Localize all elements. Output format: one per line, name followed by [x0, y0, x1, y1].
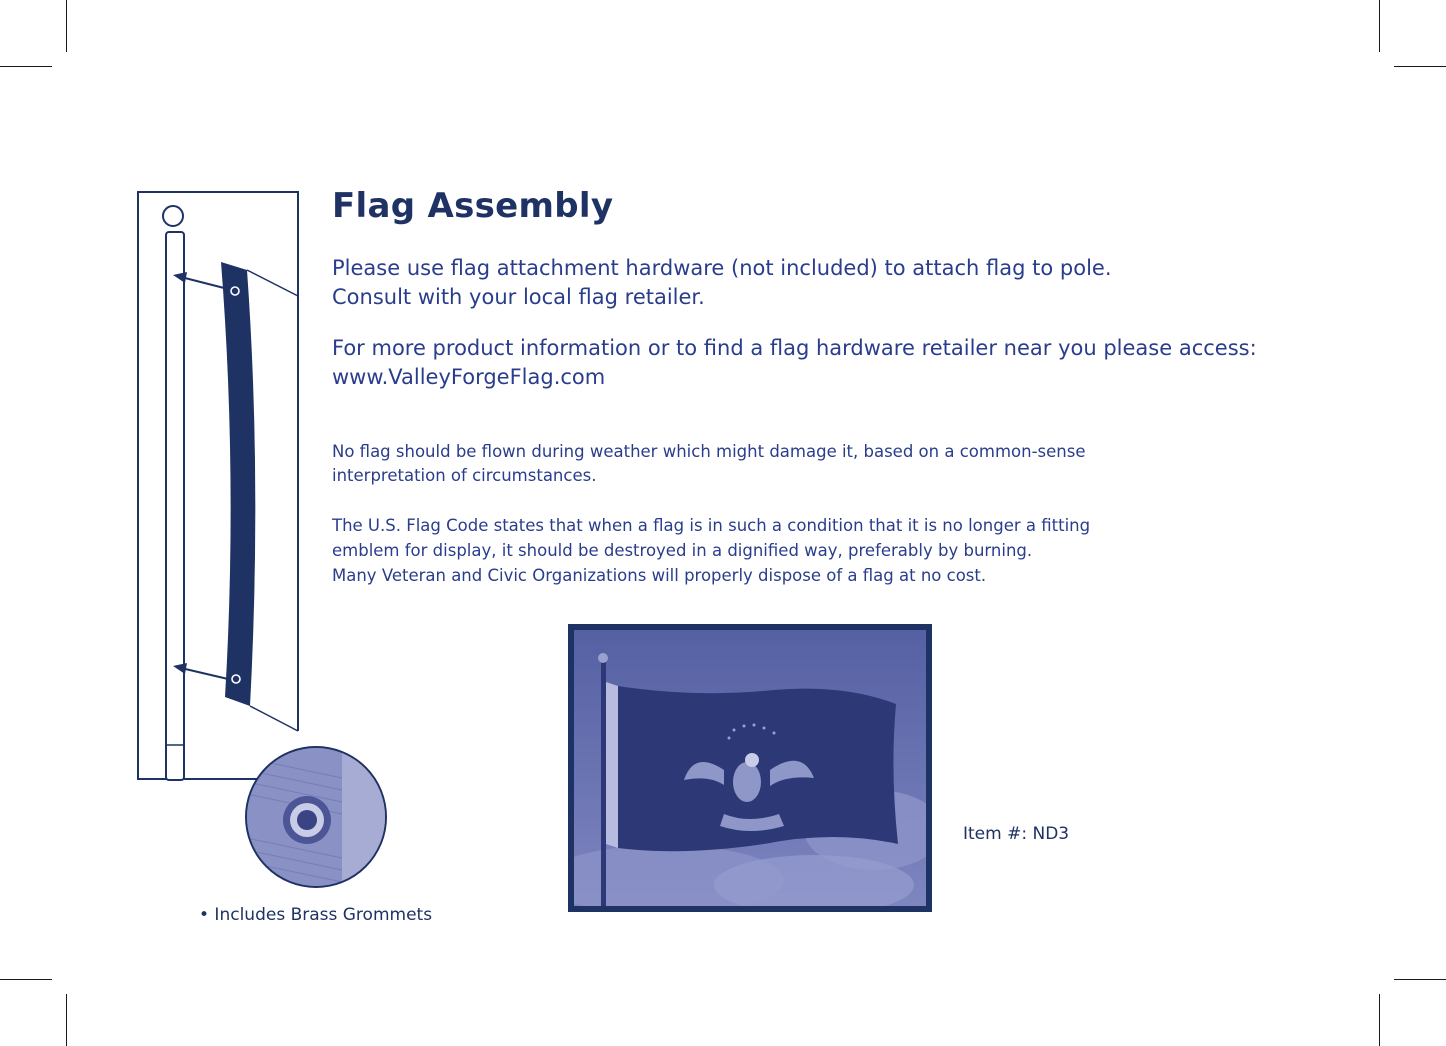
pole-finial [163, 206, 183, 226]
arrow-bottom [181, 668, 228, 679]
item-number: Item #: ND3 [963, 824, 1070, 844]
flag-pole [166, 232, 184, 780]
flag-header-strip [221, 262, 255, 706]
flag-code-line-2: emblem for display, it should be destroyed in a dignified way, preferably by burning. [332, 541, 1033, 560]
grommet-closeup-image [245, 746, 387, 888]
weather-notice-line-1: No flag should be flown during weather which might damage it, based on a common-sense [332, 442, 1086, 461]
arrow-top [181, 277, 228, 289]
flag-code-line-3: Many Veteran and Civic Organizations will properly dispose of a flag at no cost. [332, 566, 987, 585]
instruction-line-2: Consult with your local flag retailer. [332, 285, 705, 309]
flag-code-line-1: The U.S. Flag Code states that when a flag is in such a condition that it is no longer a fitting [332, 516, 1091, 535]
feature-brass-grommets: • Includes Brass Grommets [199, 905, 433, 925]
weather-notice-line-2: interpretation of circumstances. [332, 466, 597, 485]
page-title: Flag Assembly [332, 186, 614, 226]
more-info-text: For more product information or to find a flag hardware retailer near you please access: [332, 336, 1257, 360]
flag-photo [568, 624, 932, 912]
website-link[interactable]: www.ValleyForgeFlag.com [332, 365, 606, 389]
instruction-line-1: Please use flag attachment hardware (not included) to attach flag to pole. [332, 256, 1112, 280]
